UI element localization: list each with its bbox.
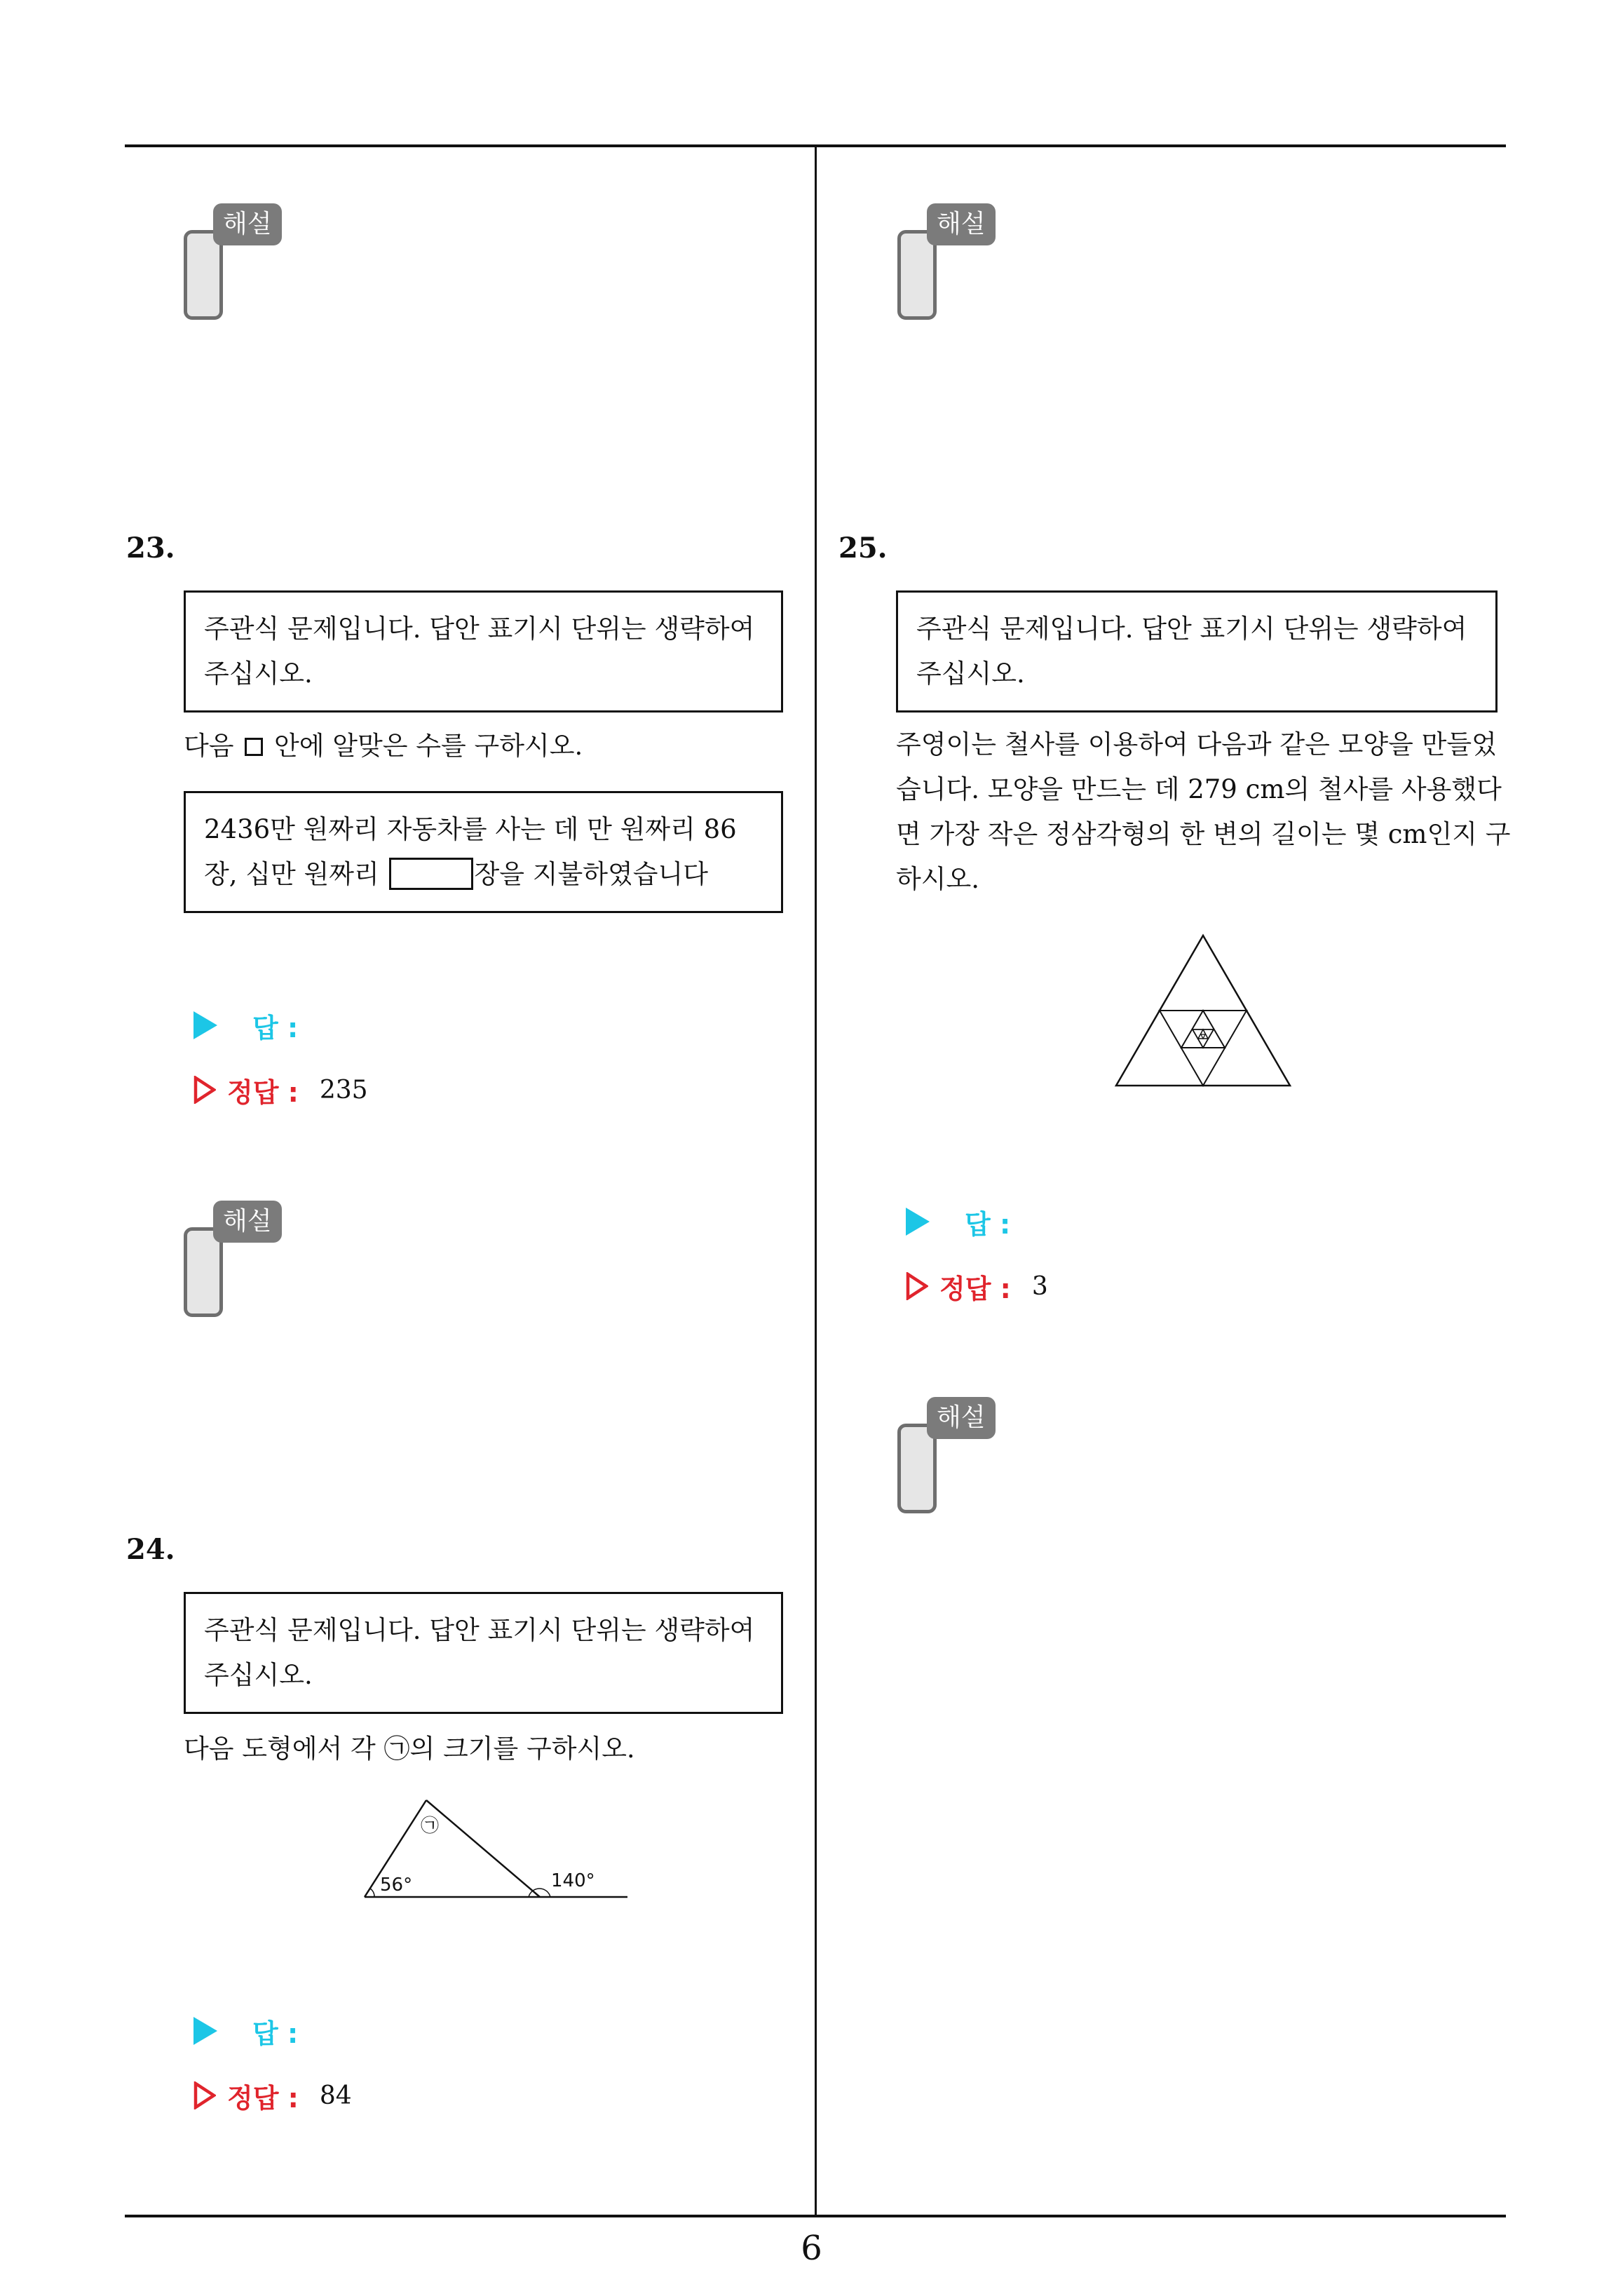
correct-answer-line	[906, 1267, 1048, 1306]
prompt-after: 안에 알맞은 수를 구하시오.	[274, 731, 583, 761]
correct-answer-value: 3	[1031, 1271, 1048, 1301]
problem-text: 장, 십만 원짜리	[204, 859, 379, 889]
outline-triangle-icon	[193, 1076, 216, 1104]
question-prompt	[184, 724, 801, 769]
problem-line: 2436만 원짜리 자동차를 사는 데 만 원짜리 86	[204, 814, 737, 844]
question-prompt: 다음 도형에서 각 ㉠의 크기를 구하시오.	[184, 1734, 635, 1764]
correct-answer-line	[193, 1070, 368, 1109]
haeseol-label: 해설	[213, 1201, 282, 1243]
question-number: 24.	[126, 1533, 175, 1566]
bottom-rule	[125, 2215, 1506, 2217]
subjective-notice: 주관식 문제입니다. 답안 표기시 단위는 생략하여 주십시오.	[184, 1592, 783, 1714]
answer-blank	[389, 858, 473, 890]
correct-answer-label: 정답 :	[227, 1076, 299, 1108]
angle-left-label: 56°	[380, 1875, 413, 1896]
column-divider	[815, 146, 817, 2215]
angle-mark-label: ㉠	[421, 1816, 440, 1837]
haeseol-label: 해설	[927, 1397, 996, 1439]
outline-triangle-icon	[193, 2081, 216, 2109]
answer-label: 답 :	[252, 2018, 299, 2049]
problem-text: 장을 지불하였습니다	[474, 859, 708, 889]
angle-right-label: 140°	[551, 1870, 595, 1891]
question-number: 23.	[126, 532, 175, 565]
outline-triangle-icon	[906, 1272, 928, 1300]
haeseol-label: 해설	[213, 203, 282, 245]
correct-answer-value: 84	[319, 2081, 352, 2110]
haeseol-badge	[184, 203, 289, 330]
problem-line	[204, 852, 763, 897]
haeseol-badge	[897, 1397, 1003, 1523]
play-triangle-icon	[193, 1011, 217, 1039]
answer-label: 답 :	[252, 1012, 299, 1044]
correct-answer-label: 정답 :	[939, 1273, 1011, 1304]
haeseol-label: 해설	[927, 203, 996, 245]
play-triangle-icon	[906, 1208, 930, 1236]
page-number: 6	[801, 2229, 822, 2268]
answer-line	[906, 1202, 1010, 1241]
haeseol-badge	[897, 203, 1003, 330]
question-prompt: 주영이는 철사를 이용하여 다음과 같은 모양을 만들었습니다. 모양을 만드는 데 279 cm의 철사를 사용했다면 가장 작은 정삼각형의 한 변의 길이는 몇 cm인지 구하시오.	[896, 729, 1511, 894]
subjective-notice: 주관식 문제입니다. 답안 표기시 단위는 생략하여 주십시오.	[184, 590, 783, 713]
prompt-before: 다음	[184, 731, 234, 761]
correct-answer-line	[193, 2076, 352, 2115]
correct-answer-value: 235	[319, 1075, 368, 1105]
correct-answer-label: 정답 :	[227, 2082, 299, 2114]
triangle-figure	[351, 1788, 645, 1907]
subjective-notice: 주관식 문제입니다. 답안 표기시 단위는 생략하여 주십시오.	[896, 590, 1498, 713]
haeseol-badge	[184, 1201, 289, 1327]
answer-label: 답 :	[965, 1208, 1011, 1240]
question-number: 25.	[838, 532, 888, 565]
answer-line	[193, 1006, 298, 1045]
nested-triangles-figure	[1113, 933, 1293, 1090]
square-box-icon	[245, 738, 263, 756]
answer-line	[193, 2011, 298, 2051]
play-triangle-icon	[193, 2017, 217, 2045]
problem-box	[184, 791, 783, 913]
